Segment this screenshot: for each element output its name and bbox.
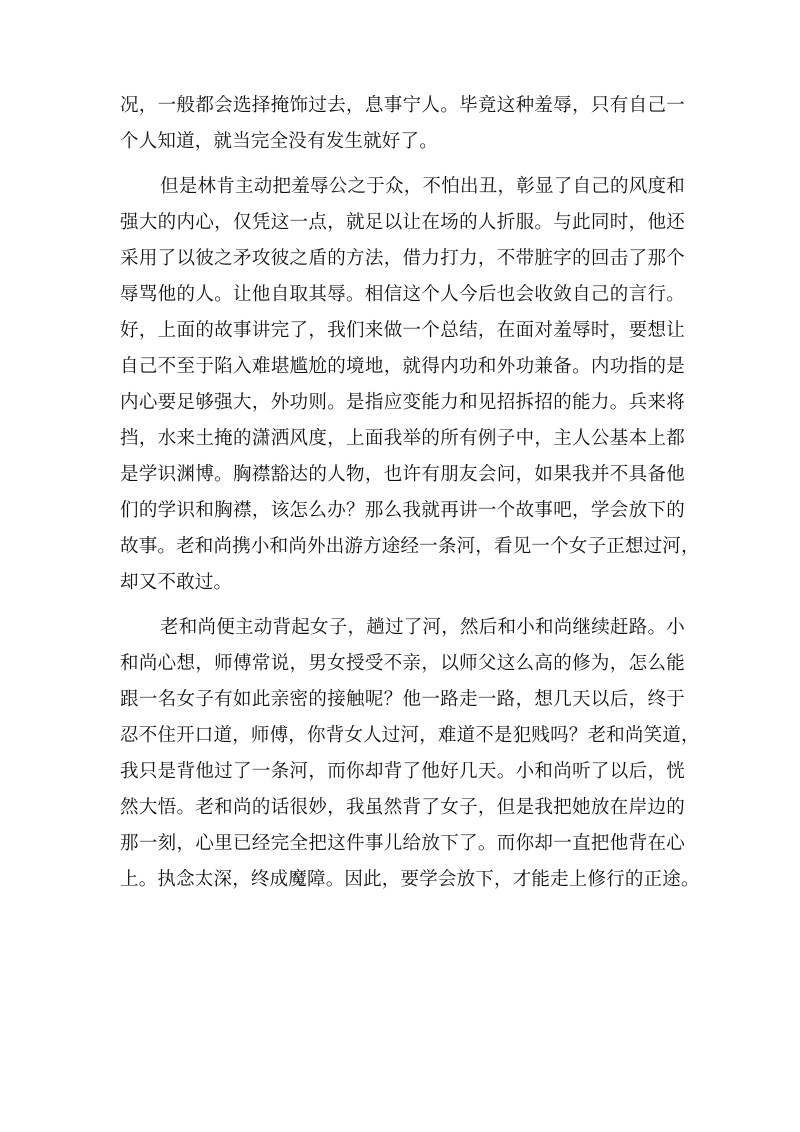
text-line: 好，上面的故事讲完了，我们来做一个总结，在面对羞辱时，要想让 <box>120 320 685 341</box>
paragraph-2 <box>120 169 700 601</box>
text-line: 们的学识和胸襟，该怎么办？那么我就再讲一个故事吧，学会放下的 <box>120 500 685 521</box>
text-line: 然大悟。老和尚的话很妙，我虽然背了女子，但是我把她放在岸边的 <box>120 797 685 818</box>
text-line: 采用了以彼之矛攻彼之盾的方法，借力打力，不带脏字的回击了那个 <box>120 248 685 269</box>
paragraph-1 <box>120 88 685 160</box>
text-line: 忍不住开口道，师傅，你背女人过河，难道不是犯贱吗？老和尚笑道， <box>120 725 700 746</box>
text-line: 但是林肯主动把羞辱公之于众，不怕出丑，彰显了自己的风度和 <box>160 176 685 197</box>
text-line: 是学识渊博。胸襟豁达的人物，也许有朋友会问，如果我并不具备他 <box>120 464 685 485</box>
text-line: 强大的内心，仅凭这一点，就足以让在场的人折服。与此同时，他还 <box>120 212 685 233</box>
text-line: 况，一般都会选择掩饰过去，息事宁人。毕竟这种羞辱，只有自己一 <box>120 95 685 116</box>
text-line: 个人知道，就当完全没有发生就好了。 <box>120 131 438 152</box>
text-line: 却又不敢过。 <box>120 572 233 593</box>
text-line: 和尚心想，师傅常说，男女授受不亲，以师父这么高的修为，怎么能 <box>120 653 685 674</box>
text-line: 故事。老和尚携小和尚外出游方途经一条河，看见一个女子正想过河， <box>120 536 700 557</box>
text-line: 跟一名女子有如此亲密的接触呢？他一路走一路，想几天以后，终于 <box>120 689 685 710</box>
text-line: 自己不至于陷入难堪尴尬的境地，就得内功和外功兼备。内功指的是 <box>120 356 685 377</box>
text-line: 内心要足够强大，外功则。是指应变能力和见招拆招的能力。兵来将 <box>120 392 685 413</box>
body-text <box>120 88 700 898</box>
text-line: 那一刻，心里已经完全把这件事儿给放下了。而你却一直把他背在心 <box>120 833 685 854</box>
text-line: 我只是背他过了一条河，而你却背了他好几天。小和尚听了以后，恍 <box>120 761 685 782</box>
text-line: 挡，水来土掩的潇洒风度，上面我举的所有例子中，主人公基本上都 <box>120 428 685 449</box>
text-line: 老和尚便主动背起女子，趟过了河，然后和小和尚继续赶路。小 <box>160 617 685 638</box>
paragraph-3 <box>120 610 700 898</box>
text-line: 上。执念太深，终成魔障。因此，要学会放下，才能走上修行的正途。 <box>120 869 700 890</box>
text-line: 辱骂他的人。让他自取其辱。相信这个人今后也会收敛自己的言行。 <box>120 284 685 305</box>
